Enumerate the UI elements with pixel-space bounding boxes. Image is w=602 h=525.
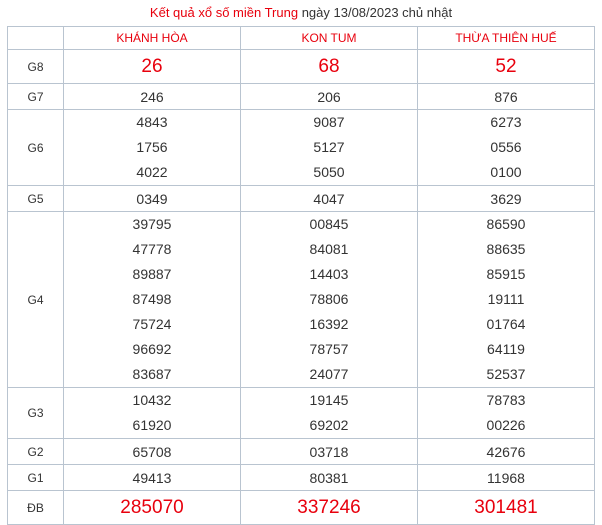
prize-number: 87498 (132, 291, 172, 307)
prize-number: 75724 (132, 316, 172, 332)
table-row (8, 439, 595, 465)
prize-number: 01764 (486, 316, 526, 332)
table-row (8, 110, 595, 186)
prize-number: 19111 (487, 291, 525, 307)
prize-value-db-thua-thien-hue: 301481 (418, 491, 595, 525)
prize-number: 5050 (313, 164, 345, 180)
table-row (8, 465, 595, 491)
prize-number: 83687 (132, 366, 172, 382)
prize-number: 78783 (486, 392, 526, 408)
prize-number: 14403 (309, 266, 349, 282)
prize-number: 52537 (486, 366, 526, 382)
prize-value-g5-kon-tum: 4047 (241, 186, 418, 212)
prize-value-g3-thua-thien-hue (418, 388, 595, 439)
prize-number: 00226 (486, 417, 526, 433)
prize-number: 16392 (309, 316, 349, 332)
prize-value-g1-thua-thien-hue: 11968 (418, 465, 595, 491)
prize-value-g8-kon-tum: 68 (241, 50, 418, 84)
prize-label-db: ĐB (8, 491, 64, 525)
prize-number: 19145 (309, 392, 349, 408)
prize-value-g7-thua-thien-hue: 876 (418, 84, 595, 110)
prize-value-g6-khanh-hoa (64, 110, 241, 186)
prize-value-db-kon-tum: 337246 (241, 491, 418, 525)
prize-value-db-khanh-hoa: 285070 (64, 491, 241, 525)
prize-value-g3-kon-tum (241, 388, 418, 439)
prize-number: 4022 (136, 164, 168, 180)
province-header-khanh-hoa: KHÁNH HÒA (64, 27, 241, 50)
prize-number: 64119 (487, 341, 525, 357)
prize-value-g8-thua-thien-hue: 52 (418, 50, 595, 84)
prize-number: 39795 (132, 216, 172, 232)
prize-number: 5127 (313, 139, 345, 155)
prize-label-g6: G6 (8, 110, 64, 186)
prize-value-g4-kon-tum (241, 212, 418, 388)
prize-value-g6-thua-thien-hue (418, 110, 595, 186)
prize-value-g3-khanh-hoa (64, 388, 241, 439)
prize-number: 88635 (486, 241, 526, 257)
prize-value-g2-khanh-hoa: 65708 (64, 439, 241, 465)
prize-label-g7: G7 (8, 84, 64, 110)
page-title-primary: Kết quả xổ số miền Trung (149, 5, 299, 20)
prize-number: 0556 (490, 139, 522, 155)
prize-number: 9087 (313, 114, 345, 130)
prize-number: 00845 (309, 216, 349, 232)
table-row (8, 50, 595, 84)
table-corner-cell (8, 27, 64, 50)
prize-value-g2-kon-tum: 03718 (241, 439, 418, 465)
prize-value-g4-thua-thien-hue (418, 212, 595, 388)
table-header-row (8, 27, 595, 50)
prize-label-g8: G8 (8, 50, 64, 84)
prize-number: 47778 (132, 241, 172, 257)
table-body (8, 50, 595, 525)
prize-number: 86590 (486, 216, 526, 232)
prize-value-g7-kon-tum: 206 (241, 84, 418, 110)
prize-value-g2-thua-thien-hue: 42676 (418, 439, 595, 465)
prize-number: 78757 (309, 341, 349, 357)
prize-number: 24077 (309, 366, 349, 382)
prize-number: 96692 (132, 341, 172, 357)
prize-number: 1756 (136, 139, 168, 155)
prize-value-g4-khanh-hoa (64, 212, 241, 388)
prize-value-g6-kon-tum (241, 110, 418, 186)
prize-value-g8-khanh-hoa: 26 (64, 50, 241, 84)
prize-label-g2: G2 (8, 439, 64, 465)
table-row (8, 212, 595, 388)
prize-label-g4: G4 (8, 212, 64, 388)
prize-number: 85915 (486, 266, 526, 282)
province-header-kon-tum: KON TUM (241, 27, 418, 50)
prize-label-g1: G1 (8, 465, 64, 491)
page-title-date: ngày 13/08/2023 chủ nhật (301, 5, 453, 20)
prize-label-g3: G3 (8, 388, 64, 439)
prize-number: 0100 (490, 164, 522, 180)
prize-number: 69202 (309, 417, 349, 433)
prize-value-g1-khanh-hoa: 49413 (64, 465, 241, 491)
prize-label-g5: G5 (8, 186, 64, 212)
prize-number: 78806 (309, 291, 349, 307)
prize-number: 61920 (132, 417, 172, 433)
prize-value-g1-kon-tum: 80381 (241, 465, 418, 491)
prize-number: 6273 (490, 114, 522, 130)
prize-value-g5-khanh-hoa: 0349 (64, 186, 241, 212)
province-header-thua-thien-hue: THỪA THIÊN HUẾ (418, 27, 595, 50)
table-row (8, 84, 595, 110)
prize-number: 10432 (132, 392, 172, 408)
prize-number: 84081 (309, 241, 349, 257)
prize-number: 4843 (136, 114, 168, 130)
results-table (7, 26, 595, 525)
page-title (0, 0, 602, 26)
prize-value-g5-thua-thien-hue: 3629 (418, 186, 595, 212)
table-row (8, 186, 595, 212)
prize-value-g7-khanh-hoa: 246 (64, 84, 241, 110)
table-row (8, 388, 595, 439)
table-row (8, 491, 595, 525)
prize-number: 89887 (132, 266, 172, 282)
